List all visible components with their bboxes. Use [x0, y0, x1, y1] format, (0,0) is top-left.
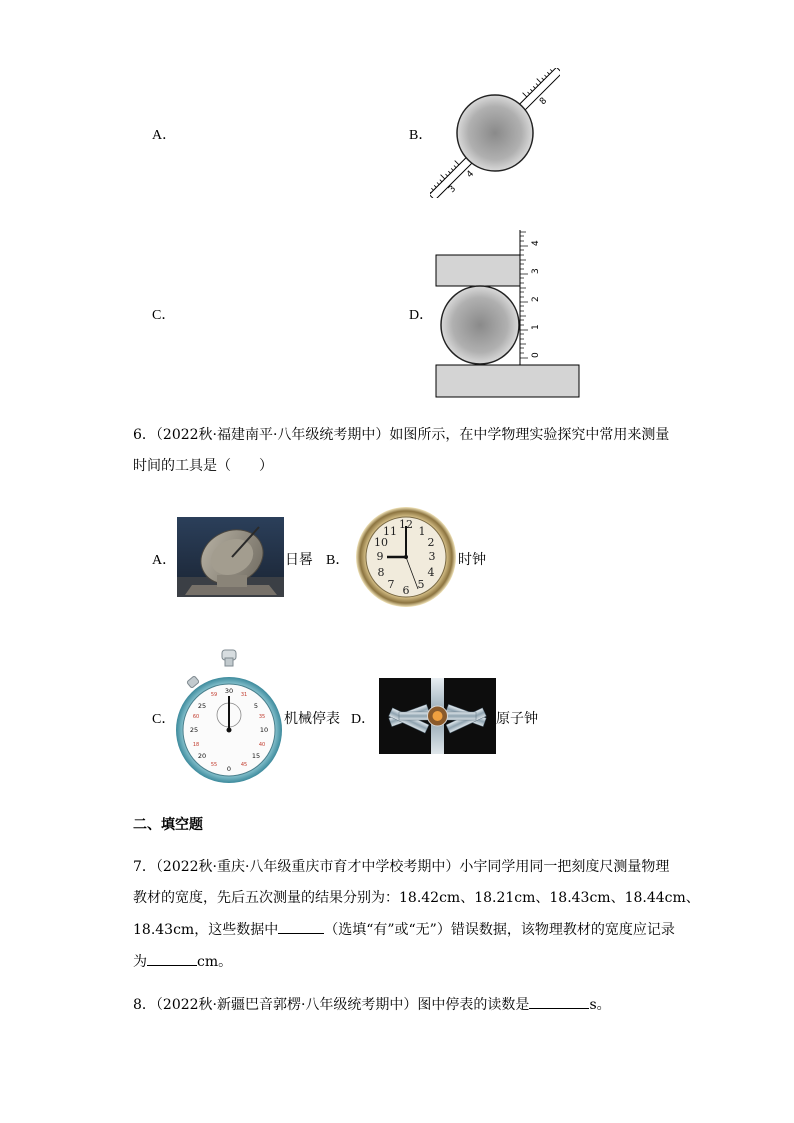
- svg-text:3: 3: [428, 550, 436, 563]
- option-c-label: C．: [152, 308, 176, 323]
- q6-option-b-label: B．: [326, 553, 350, 568]
- q7-line4-end: cm。: [197, 954, 233, 970]
- ruler-b-label-3: 3: [447, 183, 459, 196]
- q7-blank-1[interactable]: [278, 919, 324, 934]
- svg-text:5: 5: [253, 702, 259, 710]
- section-title-fill-in: 二、填空题: [133, 817, 203, 833]
- svg-text:31: 31: [240, 692, 248, 698]
- option-d-label: D．: [409, 308, 434, 323]
- q7-line2: 教材的宽度，先后五次测量的结果分别为：18.42cm、18.21cm、18.43cm、18.44cm、: [133, 890, 700, 906]
- ruler-d-label-4: 4: [531, 240, 541, 246]
- svg-text:25: 25: [189, 726, 199, 734]
- svg-text:0: 0: [226, 765, 232, 773]
- q6-stem-line1: 6．（2022秋·福建南平·八年级统考期中）如图所示，在中学物理实验探究中常用来测量: [133, 427, 670, 443]
- ruler-b-label-4: 4: [465, 168, 477, 181]
- option-a-label: A．: [152, 128, 177, 143]
- q8-line1-start: 8．（2022秋·新疆巴音郭楞·八年级统考期中）图中停表的读数是: [133, 997, 530, 1013]
- svg-text:25: 25: [197, 702, 207, 710]
- stopwatch-image: [174, 648, 284, 786]
- svg-text:10: 10: [374, 536, 388, 549]
- svg-text:9: 9: [376, 550, 384, 563]
- ball-blocks-ruler-figure: [432, 226, 584, 402]
- ruler-d-label-2: 2: [531, 296, 541, 302]
- svg-text:2: 2: [427, 536, 435, 549]
- q7-line3: [133, 919, 675, 940]
- wall-clock-image: [354, 504, 458, 610]
- svg-text:60: 60: [192, 714, 200, 720]
- option-b-label: B．: [409, 128, 433, 143]
- q7-line4-start: 为: [133, 954, 147, 970]
- q7-line1: 7．（2022秋·重庆·八年级重庆市育才中学校考期中）小宇同学用同一把刻度尺测量物理: [133, 859, 670, 875]
- q6-option-a-label: A．: [152, 553, 177, 568]
- q7-line3-end: （选填“有”或“无”）错误数据，该物理教材的宽度应记录: [324, 922, 675, 938]
- ruler-d-label-3: 3: [531, 268, 541, 274]
- svg-text:7: 7: [387, 578, 395, 591]
- q6-option-d-label: D．: [351, 712, 376, 727]
- q6-option-d-text: 原子钟: [496, 711, 538, 727]
- q6-stem-line2: 时间的工具是（ ）: [133, 458, 273, 474]
- svg-text:1: 1: [418, 525, 426, 538]
- svg-text:6: 6: [402, 584, 410, 597]
- ruler-d-label-0: 0: [531, 352, 541, 358]
- svg-text:18: 18: [192, 742, 200, 748]
- q8-blank[interactable]: [529, 994, 589, 1009]
- q6-option-a-text: 日晷: [285, 552, 313, 568]
- q7-line3-start: 18.43cm，这些数据中: [133, 922, 279, 938]
- ruler-d-label-1: 1: [531, 324, 541, 330]
- ruler-b-label-8: 8: [538, 95, 550, 108]
- q8-line1: [133, 994, 611, 1015]
- svg-text:4: 4: [427, 566, 435, 579]
- svg-text:20: 20: [197, 752, 207, 760]
- svg-text:8: 8: [377, 566, 385, 579]
- q8-line1-end: s。: [589, 997, 611, 1013]
- q6-option-b-text: 时钟: [458, 552, 486, 568]
- svg-text:5: 5: [417, 578, 425, 591]
- atomic-clock-image: [379, 678, 496, 754]
- svg-text:35: 35: [258, 714, 266, 720]
- svg-text:15: 15: [251, 752, 261, 760]
- sundial-image: [177, 517, 284, 597]
- svg-text:11: 11: [383, 525, 397, 538]
- svg-text:40: 40: [258, 742, 266, 748]
- svg-text:59: 59: [210, 692, 218, 698]
- svg-text:45: 45: [240, 762, 248, 768]
- svg-text:55: 55: [210, 762, 218, 768]
- q6-option-c-label: C．: [152, 712, 176, 727]
- q6-option-c-text: 机械停表: [284, 711, 340, 727]
- svg-text:10: 10: [259, 726, 269, 734]
- q7-line4: [133, 951, 232, 972]
- q7-blank-2[interactable]: [147, 951, 197, 966]
- svg-text:12: 12: [399, 518, 413, 531]
- ball-ruler-diagonal-figure: [430, 68, 560, 198]
- svg-text:30: 30: [224, 687, 234, 695]
